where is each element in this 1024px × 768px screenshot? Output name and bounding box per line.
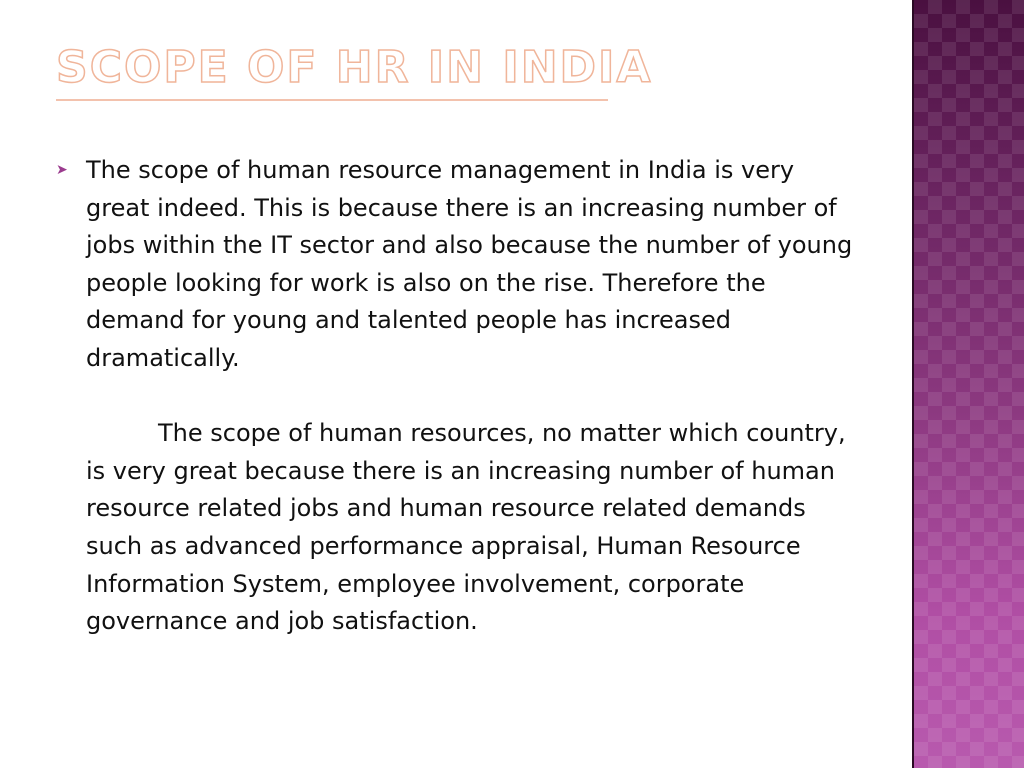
decorative-side-band [912, 0, 1024, 768]
indented-paragraph: The scope of human resources, no matter which country, is very great because there is an increasing number of human resource related jobs and human resource related demands such as advanced performance appraisal, Human Resource Information System, employee involvement, corporate governance and job satisfaction. [86, 419, 846, 636]
bullet-item [56, 152, 856, 378]
title-underline [56, 99, 608, 101]
bullet-paragraph: The scope of human resource management in India is very great indeed. This is because there is an increasing number of jobs within the IT sector and also because the number of young people looking for work is also on the rise. Therefore the demand for young and talented people has increased dramatically. [86, 156, 853, 372]
slide-title: SCOPE OF HR IN INDIA [56, 42, 653, 93]
slide-body [56, 152, 856, 641]
arrow-bullet-icon: ➤ [56, 162, 68, 178]
